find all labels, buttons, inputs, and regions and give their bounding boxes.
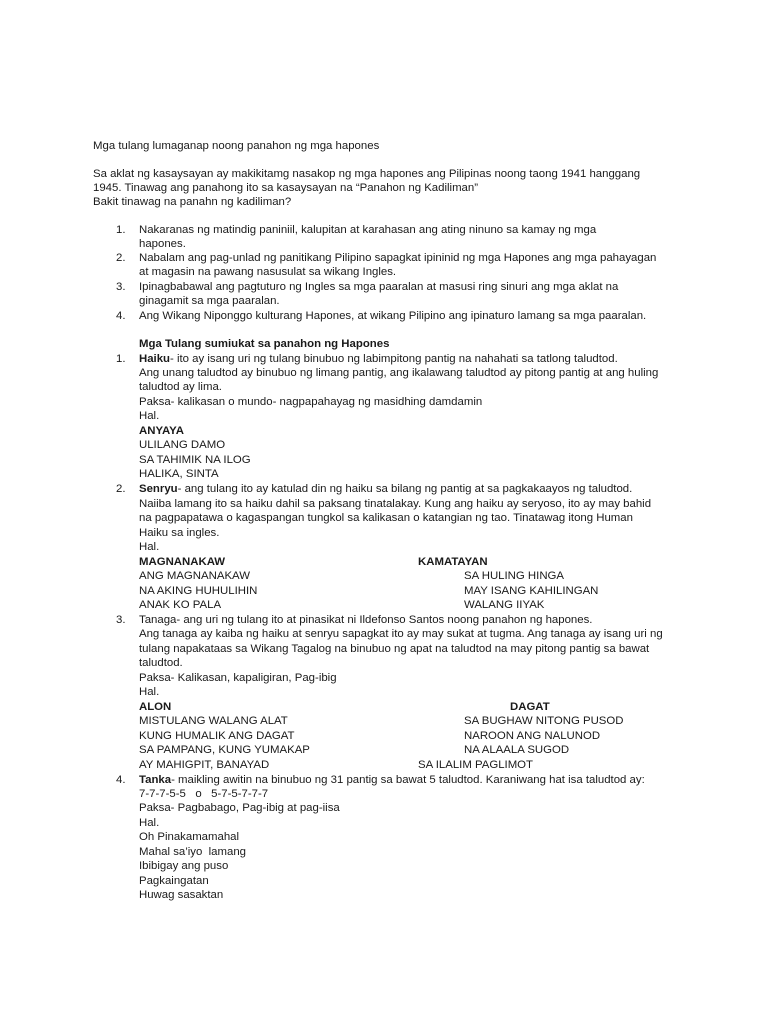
example-label: Hal. bbox=[139, 817, 160, 829]
poem-title: ANYAYA bbox=[139, 425, 184, 437]
poem-title: MAGNANAKAW bbox=[139, 556, 226, 568]
senryu-definition-text: - ang tulang ito ay katulad din ng haiku sa bilang ng pantig at sa pagkakaayos ng taludtod. bbox=[177, 483, 633, 495]
poem-line: ANG MAGNANAKAW bbox=[139, 570, 250, 582]
tanaga-definition: Tanaga- ang uri ng tulang ito at pinasikat ni Ildefonso Santos noong panahon ng hapones. bbox=[139, 614, 593, 626]
haiku-text: Ang unang taludtod ay binubuo ng limang pantig, ang ikalawang taludtod ay pitong pantig at ang huling bbox=[139, 367, 659, 379]
poem-line: MISTULANG WALANG ALAT bbox=[139, 715, 288, 727]
intro-question: Bakit tinawag na panahn ng kadiliman? bbox=[93, 196, 292, 208]
tanka-text: Paksa- Pagbabago, Pag-ibig at pag-iisa bbox=[139, 802, 340, 814]
poem-line: Oh Pinakamamahal bbox=[139, 831, 240, 843]
poem-line: Mahal sa’iyo lamang bbox=[139, 846, 246, 858]
example-label: Hal. bbox=[139, 410, 160, 422]
list-item-text: Ang Wikang Niponggo kulturang Hapones, at wikang Pilipino ang ipinaturo lamang sa mga paaralan. bbox=[139, 310, 647, 322]
section-heading: Mga Tulang sumiukat sa panahon ng Hapones bbox=[139, 338, 390, 350]
poem-line: NA ALAALA SUGOD bbox=[464, 744, 570, 756]
list-number: 4. bbox=[116, 774, 126, 786]
intro-line: Sa aklat ng kasaysayan ay makikitamg nasakop ng mga hapones ang Pilipinas noong taong 1941 hanggang bbox=[93, 168, 641, 180]
example-label: Hal. bbox=[139, 686, 160, 698]
poem-line: SA PAMPANG, KUNG YUMAKAP bbox=[139, 744, 310, 756]
poem-line: KUNG HUMALIK ANG DAGAT bbox=[139, 730, 295, 742]
tanka-definition-text: - maikling awitin na binubuo ng 31 pantig sa bawat 5 taludtod. Karaniwang hat isa taludtod ay: bbox=[171, 774, 645, 786]
poem-line: MAY ISANG KAHILINGAN bbox=[464, 585, 599, 597]
list-number: 3. bbox=[116, 614, 126, 626]
list-number: 1. bbox=[116, 224, 126, 236]
tanaga-text: Ang tanaga ay kaiba ng haiku at senryu sapagkat ito ay may sukat at tugma. Ang tanaga ay isang uri ng bbox=[139, 628, 663, 640]
poem-line: SA BUGHAW NITONG PUSOD bbox=[464, 715, 624, 727]
tanaga-text: Paksa- Kalikasan, kapaligiran, Pag-ibig bbox=[139, 672, 337, 684]
tanka-definition bbox=[139, 773, 645, 787]
poem-line: Pagkaingatan bbox=[139, 875, 209, 887]
example-label: Hal. bbox=[139, 541, 160, 553]
list-number: 4. bbox=[116, 310, 126, 322]
poem-line: Ibibigay ang puso bbox=[139, 860, 229, 872]
poem-line: SA HULING HINGA bbox=[464, 570, 565, 582]
poem-line: AY MAHIGPIT, BANAYAD bbox=[139, 759, 270, 771]
poem-line: HALIKA, SINTA bbox=[139, 468, 219, 480]
list-number: 3. bbox=[116, 281, 126, 293]
poem-line: WALANG IIYAK bbox=[464, 599, 545, 611]
list-item-text: Nabalam ang pag-unlad ng panitikang Pilipino sapagkat ipininid ng mga Hapones ang mga pahayagan bbox=[139, 252, 657, 264]
haiku-definition bbox=[139, 352, 618, 366]
list-item-text: hapones. bbox=[139, 238, 186, 250]
haiku-definition-text: - ito ay isang uri ng tulang binubuo ng labimpitong pantig na nahahati sa tatlong taludtod. bbox=[170, 353, 618, 365]
haiku-text: taludtod ay lima. bbox=[139, 381, 222, 393]
poem-line: NA AKING HUHULIHIN bbox=[139, 585, 258, 597]
senryu-definition bbox=[139, 482, 632, 496]
haiku-text: Paksa- kalikasan o mundo- nagpapahayag ng masidhing damdamin bbox=[139, 396, 483, 408]
poem-title: KAMATAYAN bbox=[418, 556, 488, 568]
list-item-text: at magasin na pawang nasusulat sa wikang Ingles. bbox=[139, 266, 397, 278]
poem-line: NAROON ANG NALUNOD bbox=[464, 730, 601, 742]
senryu-text: na pagpapatawa o kagaspangan tungkol sa kalikasan o katangian ng tao. Tinatawag itong Human bbox=[139, 512, 633, 524]
tanaga-text: taludtod. bbox=[139, 657, 183, 669]
document-title: Mga tulang lumaganap noong panahon ng mga hapones bbox=[93, 140, 380, 152]
poem-line: ANAK KO PALA bbox=[139, 599, 222, 611]
list-number: 2. bbox=[116, 483, 126, 495]
tanka-pattern: 7-7-7-5-5 o 5-7-5-7-7-7 bbox=[139, 788, 269, 800]
term-senryu: Senryu bbox=[139, 483, 178, 495]
list-item-text: Ipinagbabawal ang pagtuturo ng Ingles sa mga paaralan at masusi ring sinuri ang mga aklat na bbox=[139, 281, 619, 293]
list-item-text: ginagamit sa mga paaralan. bbox=[139, 295, 280, 307]
senryu-text: Haiku sa ingles. bbox=[139, 527, 220, 539]
intro-line: 1945. Tinawag ang panahong ito sa kasaysayan na “Panahon ng Kadiliman” bbox=[93, 182, 479, 194]
poem-line: ULILANG DAMO bbox=[139, 439, 226, 451]
poem-title: DAGAT bbox=[510, 701, 550, 713]
term-haiku: Haiku bbox=[139, 353, 171, 365]
list-item-text: Nakaranas ng matindig paniniil, kalupitan at karahasan ang ating ninuno sa kamay ng mga bbox=[139, 224, 597, 236]
poem-line: SA TAHIMIK NA ILOG bbox=[139, 454, 251, 466]
term-tanka: Tanka bbox=[139, 774, 172, 786]
list-number: 1. bbox=[116, 353, 126, 365]
senryu-text: Naiiba lamang ito sa haiku dahil sa paksang tinatalakay. Kung ang haiku ay seryoso, ito ay may bahid bbox=[139, 498, 652, 510]
poem-line: SA ILALIM PAGLIMOT bbox=[418, 759, 533, 771]
list-number: 2. bbox=[116, 252, 126, 264]
poem-title: ALON bbox=[139, 701, 172, 713]
tanaga-text: tulang napakataas sa Wikang Tagalog na binubuo ng apat na taludtod na may pitong pantig sa bawat bbox=[139, 643, 650, 655]
poem-line: Huwag sasaktan bbox=[139, 889, 224, 901]
